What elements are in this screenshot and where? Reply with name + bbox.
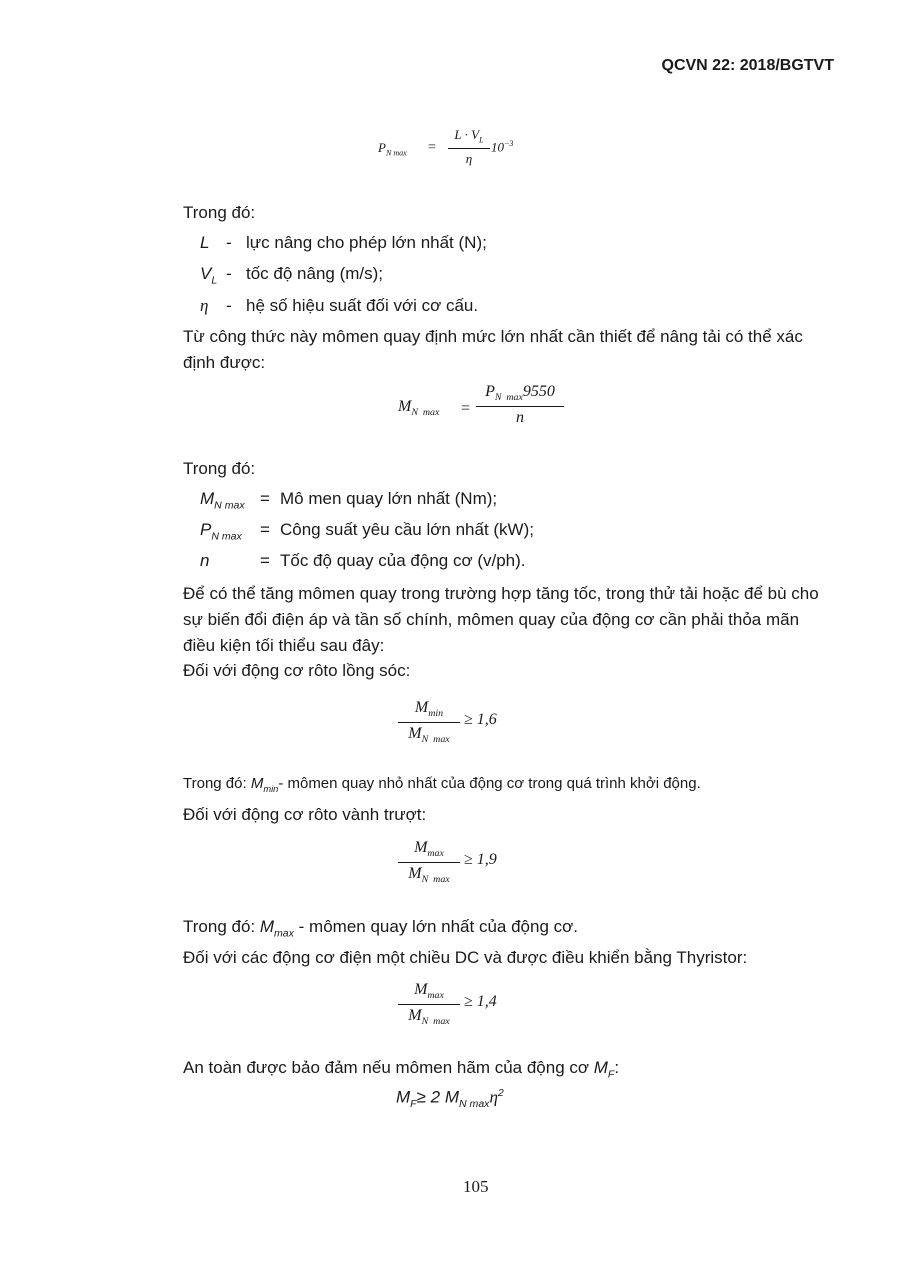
formula-torque-denominator: n	[516, 409, 524, 427]
definition-symbol-sub: L	[211, 274, 218, 287]
paragraph: Để có thể tăng mômen quay trong trường hợp tăng tốc, trong thử tải hoặc để bù cho sự biến đổi điện áp và tần số chính, mômen quay của động cơ cần phải thỏa mãn điều kiện tối thiểu sau đây:	[183, 584, 819, 655]
fraction-bar	[398, 722, 460, 723]
definition-row	[200, 520, 534, 542]
definition-text: lực nâng cho phép lớn nhất (N);	[246, 233, 487, 252]
definition-text: Công suất yêu cầu lớn nhất (kW);	[280, 520, 534, 539]
ratio-den-sym: M	[408, 865, 422, 883]
ratio-num-sym: M	[414, 699, 429, 716]
case-note: Trong đó: $M_{max}$ - mômen quay lớn nhất của động cơ.	[183, 917, 578, 940]
formula-power-lhs-sub: N max	[385, 148, 407, 158]
where-label-1: Trong đó:	[183, 203, 256, 222]
formula-torque-num-tail: 9550	[522, 383, 555, 400]
definition-text: hệ số hiệu suất đối với cơ cấu.	[246, 296, 479, 315]
formula-power-factor-exp: −3	[504, 139, 514, 148]
note-symbol: $M_{max}$	[259, 917, 294, 940]
definition-row	[200, 489, 497, 511]
definition-row	[200, 296, 478, 316]
definition-symbol-sub: N max	[214, 499, 245, 512]
definition-symbol: L	[200, 233, 210, 252]
document-code: QCVN 22: 2018/BGTVT	[661, 57, 834, 74]
ratio-relation: ≥ 1,6	[464, 711, 497, 728]
definition-symbol: M	[200, 489, 215, 508]
definition-symbol: n	[200, 551, 210, 570]
formula-power-eq: =	[428, 140, 436, 155]
formula-power-fraction	[448, 128, 490, 165]
definition-equals: =	[260, 489, 270, 508]
definition-text: Tốc độ quay của động cơ (v/ph).	[280, 551, 526, 570]
case-heading: Đối với các động cơ điện một chiều DC và được điều khiển bằng Thyristor:	[183, 948, 748, 967]
formula-torque-num-sym: P	[485, 383, 495, 400]
definition-equals: =	[260, 551, 270, 570]
formula-power-numerator: L · V	[454, 127, 480, 142]
fraction-bar	[398, 1004, 460, 1005]
case-heading: Đối với động cơ rôto lồng sóc:	[183, 661, 411, 680]
definition-text: tốc độ nâng (m/s);	[246, 264, 384, 283]
ratio-num-sym: M	[414, 981, 428, 998]
ratio-fraction	[398, 840, 460, 885]
definition-symbol-sub: N max	[211, 530, 242, 543]
definition-row	[200, 551, 526, 571]
page-number: 105	[463, 1177, 489, 1196]
definition-dash: -	[226, 233, 232, 252]
ratio-fraction	[398, 982, 460, 1027]
definition-row	[200, 264, 383, 286]
fraction-bar	[398, 862, 460, 863]
ratio-relation: ≥ 1,9	[464, 851, 497, 868]
formula-torque-lhs: M	[398, 398, 412, 415]
safety-symbol: $M_F$	[593, 1058, 615, 1081]
formula-power-lhs: P	[378, 140, 386, 155]
paragraph: Từ công thức này mômen quay định mức lớn nhất cần thiết để nâng tải có thể xác định được:	[183, 327, 803, 372]
definition-symbol: η	[200, 296, 209, 315]
case-heading: Đối với động cơ rôto vành trượt:	[183, 805, 427, 824]
ratio-num-sub: max	[427, 848, 444, 860]
definition-text: Mô men quay lớn nhất (Nm);	[280, 489, 498, 508]
ratio-num-sym: M	[414, 839, 428, 856]
formula-power-denominator: η	[465, 150, 473, 166]
ratio-fraction	[398, 700, 460, 745]
definition-dash: -	[226, 296, 232, 315]
ratio-den-sub: N max	[421, 874, 450, 886]
note-symbol: $M_{min}$	[250, 775, 279, 794]
formula-power-factor: 10	[491, 139, 504, 155]
where-label-2: Trong đó:	[183, 459, 256, 478]
formula-torque-fraction	[476, 384, 564, 426]
formula-torque-eq: =	[461, 400, 471, 417]
definition-row	[200, 233, 487, 253]
definition-symbol: P	[200, 520, 212, 539]
definition-symbol: V	[200, 264, 212, 283]
formula-torque-num-sub: N max	[494, 392, 523, 404]
safety-statement: An toàn được bảo đảm nếu mômen hãm của động cơ $M_F$:	[183, 1058, 620, 1081]
note-text: - mômen quay lớn nhất của động cơ.	[293, 917, 578, 936]
ratio-num-sub: max	[427, 990, 444, 1002]
case-note: Trong đó: $M_{min}-$ mômen quay nhỏ nhất của động cơ trong quá trình khởi động.	[183, 775, 701, 794]
ratio-den-sub: N max	[421, 1016, 450, 1028]
fraction-bar	[476, 406, 564, 407]
definition-equals: =	[260, 520, 270, 539]
ratio-relation: ≥ 1,4	[464, 993, 497, 1010]
formula-torque-lhs-sub: N max	[411, 407, 440, 419]
safety-formula: $M_F\ge 2$ $M_{N max}\eta^2$	[396, 1087, 504, 1111]
note-text: - mômen quay nhỏ nhất của động cơ trong quá trình khởi động.	[278, 775, 701, 792]
ratio-num-sub: min	[428, 708, 444, 720]
ratio-den-sym: M	[408, 725, 422, 743]
fraction-bar	[448, 148, 490, 149]
ratio-den-sym: M	[408, 1007, 422, 1025]
formula-power-numerator-sub: L	[479, 135, 484, 145]
ratio-den-sub: N max	[421, 734, 450, 746]
definition-dash: -	[226, 264, 232, 283]
